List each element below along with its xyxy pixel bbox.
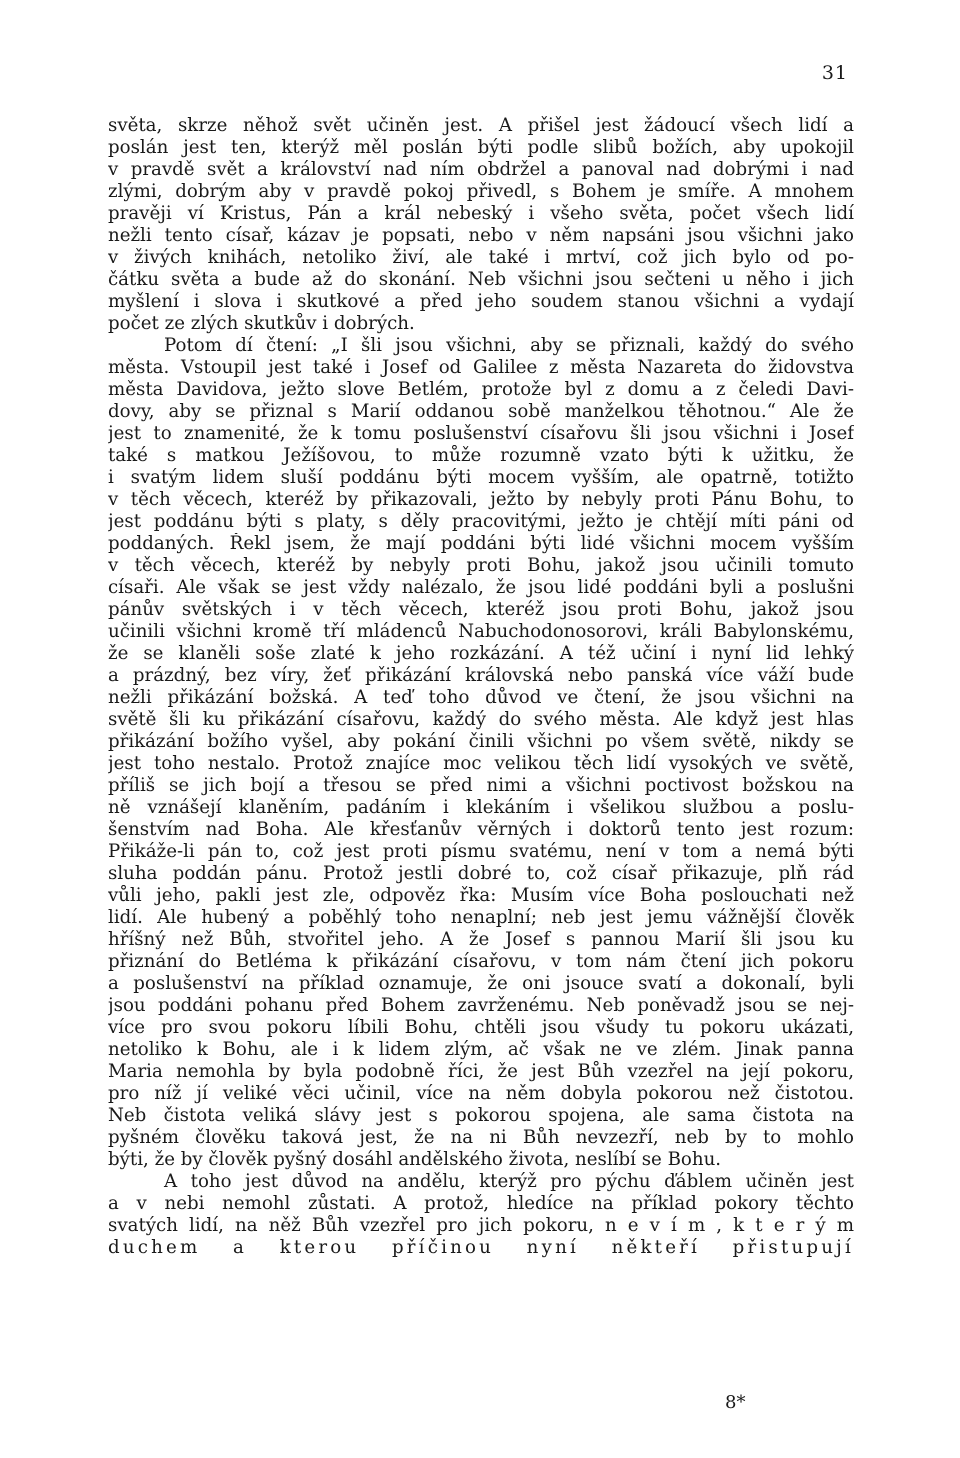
text-line: Potom dí čtení: „I šli jsou všichni, aby se přiznali, každý do svého	[164, 335, 854, 356]
text-line: svatých lidí, na něž Bůh vzezřel pro jich pokoru, n e v í m , k t e r ý m	[108, 1215, 854, 1236]
text-line: města Davidova, ježto slove Betlém, protože byl z domu a z čeledi Davi-	[108, 379, 854, 400]
text-line: dovy, aby se přiznal s Marií oddanou sobě manželkou těhotnou.“ Ale že	[108, 401, 854, 422]
text-line: příliš se jich bojí a třesou se před nimi a všichni poctivost božskou na	[108, 775, 854, 796]
text-line: vůli jeho, pakli jest zle, odpověz řka: Musím více Boha poslouchati než	[108, 885, 854, 906]
text-line: i svatým lidem sluší poddánu býti mocem vyšším, ale opatrně, totižto	[108, 467, 854, 488]
page-number: 31	[821, 62, 848, 84]
text-line: více pro svou pokoru líbili Bohu, chtěli jsou všudy tu pokoru ukázati,	[108, 1017, 854, 1038]
signature-mark: 8*	[725, 1392, 746, 1413]
text-line: myšlení i slova i skutkové a před jeho soudem stanou všichni a vydají	[108, 291, 854, 312]
body-text	[108, 115, 854, 1259]
text-line: duchem a kterou příčinou nyní někteří přistupují	[108, 1237, 854, 1258]
text-line: netoliko k Bohu, ale i k lidem zlým, ač však ne ve zlém. Jinak panna	[108, 1039, 854, 1060]
text-line: hříšný než Bůh, stvořitel jeho. A že Josef s pannou Marií šli jsou ku	[108, 929, 854, 950]
text-line: pro níž jí veliké věci učinil, více na něm dobyla pokorou než čistotou.	[108, 1083, 854, 1104]
text-line: počet ze zlých skutkův i dobrých.	[108, 313, 415, 334]
text-line: města. Vstoupil jest také i Josef od Galilee z města Nazareta do židovstva	[108, 357, 854, 378]
text-line: také s matkou Ježíšovou, to může rozumně vzato býti k užitku, že	[108, 445, 854, 466]
text-line: lidí. Ale hubený a poběhlý toho nenaplní; neb jest jemu vážnější člověk	[108, 907, 854, 928]
text-line: ně vznášejí klaněním, padáním i klekáním i všelikou službou a poslu-	[108, 797, 854, 818]
text-line: a prázdný, bez víry, žeť přikázání královská nebo panská více váží bude	[108, 665, 854, 686]
text-line: v těch věcech, kteréž by nebyly proti Bohu, jakož jsou učinili tomuto	[108, 555, 854, 576]
text-line: jsou poddáni pohanu před Bohem zavrženému. Neb poněvadž jsou se nej-	[108, 995, 854, 1016]
text-line: pánův světských i v těch věcech, kteréž jsou proti Bohu, jakož jsou	[108, 599, 854, 620]
text-line: učinili všichni kromě tří mládenců Nabuchodonosorovi, králi Babylonskému,	[108, 621, 854, 642]
text-line: jest poddánu býti s platy, s děly pracovitými, ježto je chtějí míti páni od	[108, 511, 854, 532]
text-line: světě šli ku přikázání císařovu, každý do svého města. Ale když jest hlas	[108, 709, 854, 730]
text-line: že se klaněli soše zlaté k jeho rozkázání. A též učiní i nyní lid lehký	[108, 643, 854, 664]
text-line: čátku světa a bude až do skonání. Neb všichni jsou sečteni u něho i jich	[108, 269, 854, 290]
text-line: v těch věcech, kteréž by přikazovali, ježto by nebyly proti Pánu Bohu, to	[108, 489, 854, 510]
text-line: a poslušenství na příklad oznamuje, že oni jsouce svatí a dokonalí, byli	[108, 973, 854, 994]
text-line: šenstvím nad Boha. Ale křesťanův věrných i doktorů tento jest rozum:	[108, 819, 854, 840]
text-line: nežli přikázání božská. A teď toho důvod ve čtení, že jsou všichni na	[108, 687, 854, 708]
text-line: A toho jest důvod na andělu, kterýž pro pýchu ďáblem učiněn jest	[164, 1171, 854, 1192]
text-line: jest to znamenité, že k tomu poslušenství císařovu šli jsou všichni i Josef	[108, 423, 854, 444]
text-line: a v nebi nemohl zůstati. A protož, hledíce na příklad pokory těchto	[108, 1193, 854, 1214]
text-line: císaři. Ale však se jest vždy nalézalo, že jsou lidé poddáni byli a poslušni	[108, 577, 854, 598]
text-line: jest toho nestalo. Protož znajíce moc velikou těch lidí vysokých ve světě,	[108, 753, 854, 774]
text-line: světa, skrze něhož svět učiněn jest. A přišel jest žádoucí všech lidí a	[108, 115, 854, 136]
text-line: poddaných. Řekl jsem, že mají poddáni býti lidé všichni mocem vyšším	[108, 533, 854, 554]
text-line: Přikáže-li pán to, což jest proti písmu svatému, není v tom a nemá býti	[108, 841, 854, 862]
text-line: pyšném člověku taková jest, že na ni Bůh nevzezří, neb by to mohlo	[108, 1127, 854, 1148]
text-line: zlými, dobrým aby v pravdě pokoj přivedl, s Bohem je smíře. A mnohem	[108, 181, 854, 202]
text-line: Maria nemohla by byla podobně říci, že jest Bůh vzezřel na její pokoru,	[108, 1061, 854, 1082]
text-line: přiznání do Betléma k přikázání císařovu, v tom nám čtení jich pokoru	[108, 951, 854, 972]
text-line: býti, že by člověk pyšný dosáhl andělského života, neslíbí se Bohu.	[108, 1149, 722, 1170]
text-line: v pravdě svět a království nad ním obdržel a panoval nad dobrými i nad	[108, 159, 854, 180]
text-line: přikázání božího vyšel, aby pokání činili všichni po všem světě, nikdy se	[108, 731, 854, 752]
text-line: nežli tento císař, kázav je popsati, nebo v něm napsáni jsou všichni jako	[108, 225, 854, 246]
text-line: poslán jest ten, kterýž měl poslán býti podle slibů božích, aby upokojil	[108, 137, 854, 158]
text-line: v živých knihách, netoliko živí, ale také i mrtví, což jich bylo od po-	[108, 247, 854, 268]
text-line: pravěji ví Kristus, Pán a král nebeský i všeho světa, počet všech lidí	[108, 203, 854, 224]
text-line: Neb čistota veliká slávy jest s pokorou spojena, ale sama čistota na	[108, 1105, 854, 1126]
text-line: sluha poddán pánu. Protož jestli dobré to, což císař přikazuje, plň rád	[108, 863, 854, 884]
